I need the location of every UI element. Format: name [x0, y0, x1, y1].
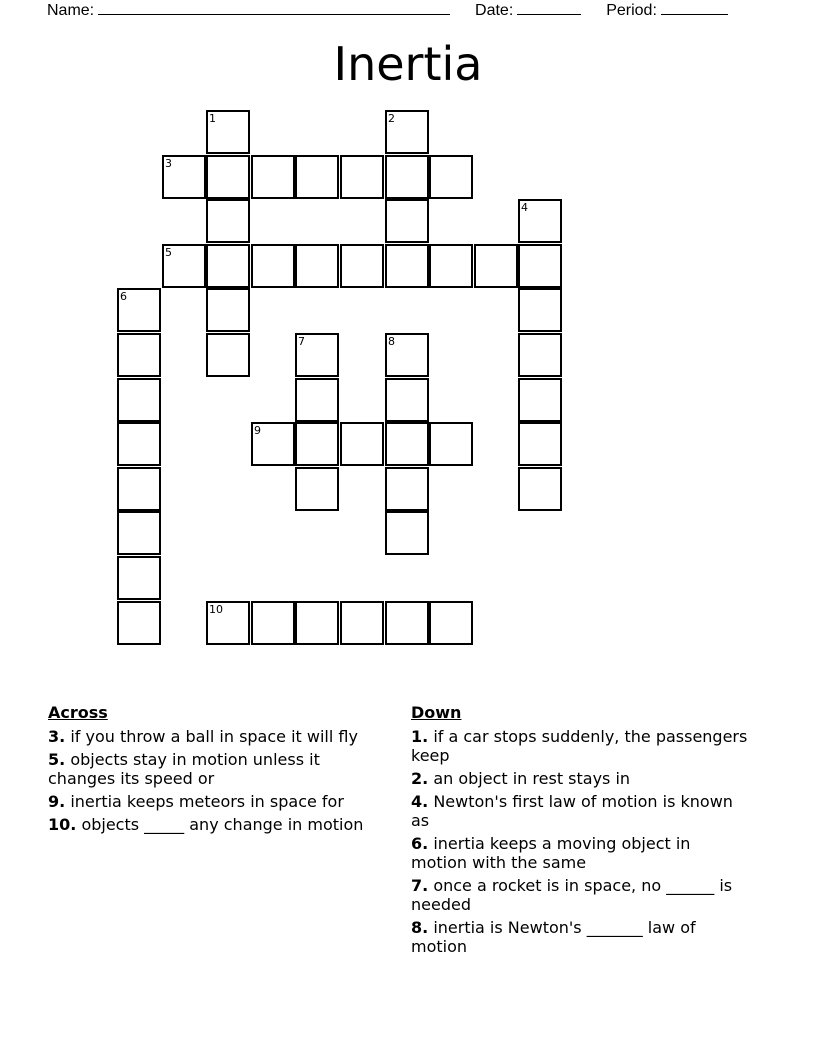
grid-cell[interactable]: [162, 244, 206, 288]
grid-cell[interactable]: [295, 155, 339, 199]
clue-down-2: 2. an object in rest stays in: [411, 769, 631, 788]
grid-cell[interactable]: [117, 556, 161, 600]
clue-number: 9: [254, 424, 261, 437]
grid-cell[interactable]: [206, 110, 250, 154]
clue-down-6: 6. inertia keeps a moving object in motion with the same: [411, 834, 691, 872]
clue-number: 7: [298, 335, 305, 348]
clue-down-7: 7. once a rocket is in space, no ______ is needed: [411, 876, 733, 914]
grid-cell[interactable]: [385, 333, 429, 377]
clue-number: 2: [388, 112, 395, 125]
grid-cell[interactable]: [251, 155, 295, 199]
grid-cell[interactable]: [429, 422, 473, 466]
grid-cell[interactable]: [251, 244, 295, 288]
clue-across-9: 9. inertia keeps meteors in space for: [48, 792, 344, 811]
grid-cell[interactable]: [429, 601, 473, 645]
grid-cell[interactable]: [385, 601, 429, 645]
grid-cell[interactable]: [518, 333, 562, 377]
grid-cell[interactable]: [340, 601, 384, 645]
grid-cell[interactable]: [518, 467, 562, 511]
grid-cell[interactable]: [518, 288, 562, 332]
clue-down-4: 4. Newton's first law of motion is known as: [411, 792, 733, 830]
grid-cell[interactable]: [518, 378, 562, 422]
grid-cell[interactable]: [429, 155, 473, 199]
grid-cell[interactable]: [117, 378, 161, 422]
clue-across-5: 5. objects stay in motion unless it changes its speed or: [48, 750, 320, 788]
clue-across-3: 3. if you throw a ball in space it will fly: [48, 727, 358, 746]
grid-cell[interactable]: [295, 333, 339, 377]
grid-cell[interactable]: [385, 511, 429, 555]
down-heading: Down: [411, 703, 462, 722]
grid-cell[interactable]: [295, 601, 339, 645]
grid-cell[interactable]: [385, 110, 429, 154]
grid-cell[interactable]: [474, 244, 518, 288]
clue-number: 6: [120, 290, 127, 303]
grid-cell[interactable]: [251, 601, 295, 645]
grid-cell[interactable]: [385, 244, 429, 288]
grid-cell[interactable]: [117, 467, 161, 511]
grid-cell[interactable]: [340, 244, 384, 288]
grid-cell[interactable]: [117, 288, 161, 332]
clue-number: 1: [209, 112, 216, 125]
grid-cell[interactable]: [385, 422, 429, 466]
period-label: Period:: [606, 2, 657, 19]
clue-number: 4: [521, 201, 528, 214]
clue-down-8: 8. inertia is Newton's _______ law of motion: [411, 918, 696, 956]
grid-cell[interactable]: [429, 244, 473, 288]
across-heading: Across: [48, 703, 108, 722]
grid-cell[interactable]: [206, 199, 250, 243]
grid-cell[interactable]: [340, 155, 384, 199]
grid-cell[interactable]: [385, 378, 429, 422]
grid-cell[interactable]: [206, 288, 250, 332]
grid-cell[interactable]: [385, 155, 429, 199]
date-label: Date:: [475, 2, 514, 19]
grid-cell[interactable]: [206, 333, 250, 377]
grid-cell[interactable]: [117, 511, 161, 555]
grid-cell[interactable]: [206, 155, 250, 199]
grid-cell[interactable]: [117, 333, 161, 377]
clue-number: 5: [165, 246, 172, 259]
grid-cell[interactable]: [117, 601, 161, 645]
down-clues: [411, 703, 751, 960]
grid-cell[interactable]: [518, 199, 562, 243]
grid-cell[interactable]: [340, 422, 384, 466]
clue-down-1: 1. if a car stops suddenly, the passengers keep: [411, 727, 748, 765]
across-clues: [48, 703, 388, 838]
grid-cell[interactable]: [117, 422, 161, 466]
page-title: Inertia: [333, 37, 483, 91]
grid-cell[interactable]: [295, 422, 339, 466]
clue-across-10: 10. objects _____ any change in motion: [48, 815, 364, 834]
clue-number: 3: [165, 157, 172, 170]
grid-cell[interactable]: [295, 244, 339, 288]
grid-cell[interactable]: [295, 378, 339, 422]
grid-cell[interactable]: [206, 244, 250, 288]
grid-cell[interactable]: [295, 467, 339, 511]
grid-cell[interactable]: [251, 422, 295, 466]
name-label: Name:: [47, 2, 95, 19]
grid-cell[interactable]: [518, 244, 562, 288]
grid-cell[interactable]: [518, 422, 562, 466]
clue-number: 8: [388, 335, 395, 348]
clue-number: 10: [209, 603, 223, 616]
grid-cell[interactable]: [162, 155, 206, 199]
grid-cell[interactable]: [385, 467, 429, 511]
grid-cell[interactable]: [385, 199, 429, 243]
grid-cell[interactable]: [206, 601, 250, 645]
